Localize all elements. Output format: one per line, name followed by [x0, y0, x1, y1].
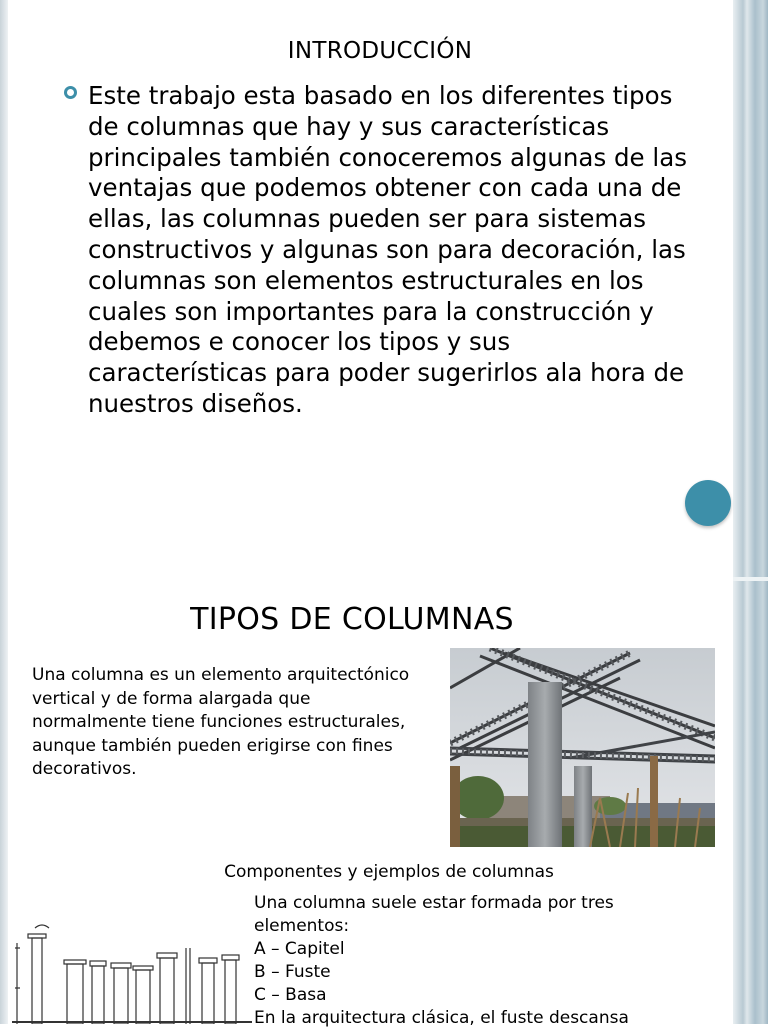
types-title: TIPOS DE COLUMNAS	[190, 602, 514, 637]
slide-circle-decoration	[685, 480, 731, 526]
components-list: Una columna suele estar formada por tres elementos: A – Capitel B – Fuste C – Basa En la arquitectura clásica, el fuste descansa	[254, 893, 629, 1028]
intro-paragraph: Este trabajo esta basado en los diferentes tipos de columnas que hay y sus características principales también conoceremos algunas de las ventajas que podemos obtener con cada una de ellas, las columnas pueden ser para sistemas constructivos y algunas son para decoración, las columnas son elementos estructurales en los cuales son importantes para la construcción y debemos e conocer los tipos y sus características para poder sugerirlos ala hora de nuestros diseños.	[88, 81, 687, 418]
intro-title: INTRODUCCIÓN	[287, 38, 473, 64]
slide-divider	[733, 577, 768, 581]
column-construction-photo	[450, 648, 715, 847]
components-subtitle: Componentes y ejemplos de columnas	[224, 862, 554, 882]
column-orders-illustration	[12, 908, 252, 1024]
column-definition: Una columna es un elemento arquitectónico vertical y de forma alargada que normalmente tiene funciones estructurales, aunque también pueden erigirse con fines decorativos.	[32, 665, 410, 779]
bullet-circle-icon	[64, 86, 77, 99]
